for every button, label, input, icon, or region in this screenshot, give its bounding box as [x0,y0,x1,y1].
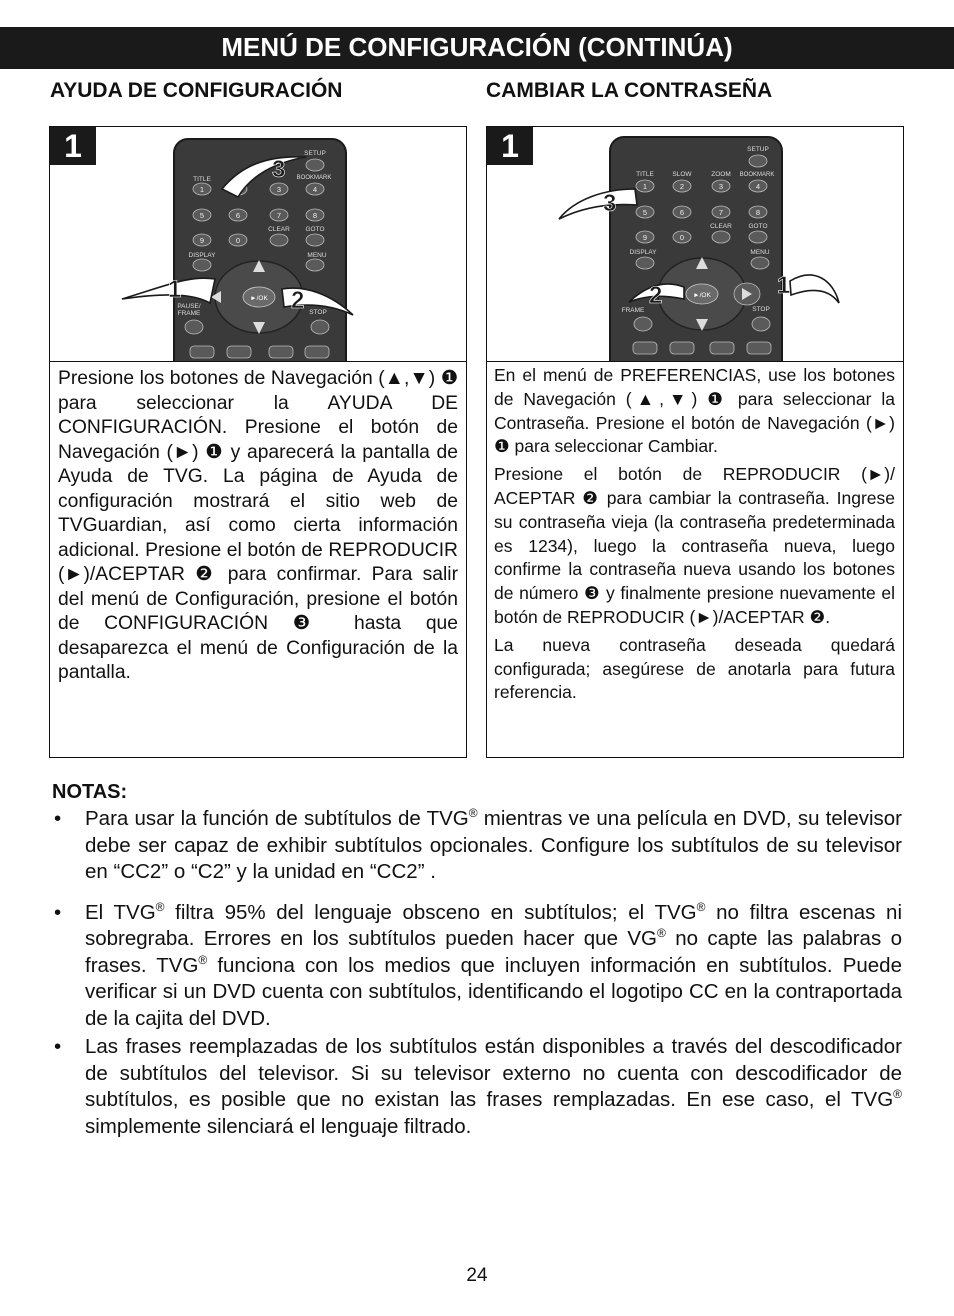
instruction-paragraph-1: En el menú de PREFERENCIAS, use los botones de Navegación (▲,▼) ❶ para seleccionar la Contraseña. Presione el botón de Navegación (►) ❶ para seleccionar Cambiar. [494,365,895,457]
digit-0-label: 0 [235,236,241,245]
digit-6-label: 6 [235,211,241,220]
registered-mark: ® [696,899,706,914]
goto-label: GOTO [305,226,325,233]
registered-mark: ® [893,1087,902,1102]
digit-2-label: 2 [679,182,685,191]
digit-8-label: 8 [755,208,761,217]
frame-label: FRAME [177,310,201,317]
registered-mark: ® [468,806,478,821]
digit-3-label: 3 [276,185,282,194]
change-password-panel [486,126,904,758]
goto-label: GOTO [748,223,768,230]
setup-help-panel [49,126,467,758]
note-text: Las frases reemplazadas de los subtítulos están disponibles a través del descodificador de subtítulos del televisor. Si su televisor externo no cuenta con descodificador de subtítulos, es posible que no existan las frases remplazadas. En ese caso, el TVG [85,1035,902,1111]
digit-1-label: 1 [199,185,205,194]
page-title: MENÚ DE CONFIGURACIÓN (CONTINÚA) [221,32,733,62]
remote-control-drawing [50,127,466,361]
stop-label: STOP [309,309,327,316]
callout-2: 2 [291,287,305,314]
note-item [52,806,902,886]
change-password-instructions [494,364,895,709]
bullet: • [54,1035,62,1058]
section-heading-change-password: CAMBIAR LA CONTRASEÑA [486,79,773,102]
bullet: • [54,900,62,924]
setup-label: SETUP [747,146,769,153]
note-text: mientras ve una película en DVD, su televisor debe ser capaz de exhibir subtítulos opcionales. Configure los subtítulos de su televisor en “CC2” o “C2” y la unidad en “CC2” . [85,807,902,883]
note-text: Para usar la función de subtítulos de TVG [85,807,469,830]
setup-help-instructions: Presione los botones de Navegación (▲,▼) ❶ para seleccionar la AYUDA DE CONFIGURACIÓN. Presione el botón de Navegación (►) ❶ y aparecerá la pantalla de Ayuda de TVG. La página de Ayuda de configuración mostrará el sitio web de TVGuardian, así como cierta información adicional. Presione el botón de REPRODUCIR (►)/ACEPTAR ❷ para confirmar. Para salir del menú de Configuración, presione el botón de CONFIGURACIÓN ❸ hasta que desaparezca el menú de Configuración de la pantalla. [58,368,458,683]
note-item [52,900,902,1033]
setup-button [306,159,324,171]
bullet: • [54,807,62,830]
frame-label: FRAME [621,307,645,314]
play-ok-label: ►/OK [250,295,268,302]
digit-1-label: 1 [642,182,648,191]
instruction-paragraph-3: La nueva contraseña deseada quedará configurada; asegúrese de anotarla para futura referencia. [494,634,895,703]
callout-3: 3 [272,156,286,183]
note-text: no capte las palabras o frases. TVG [85,927,902,977]
notes-list [52,806,902,1142]
callout-1: 1 [777,272,791,299]
setup-label: SETUP [304,150,326,157]
note-text: funciona con los medios que incluyen información en subtítulos. Puede verificar si un DVD cuenta con subtítulos, identificando el logotipo CC en la contraportada de la cajita del DVD. [85,953,902,1030]
display-label: DISPLAY [188,252,216,259]
note-text: filtra 95% del lenguaje obsceno en subtítulos; el TVG [164,900,697,924]
remote-illustration-2 [487,127,903,362]
note-text: no filtra escenas ni sobregraba. Errores en los subtítulos pueden hacer que VG [85,900,902,950]
digit-7-label: 7 [276,211,282,220]
pause-label: PAUSE/ [177,303,201,310]
registered-mark: ® [155,899,165,914]
digit-9-label: 9 [642,233,648,242]
registered-mark: ® [657,926,666,941]
page-number: 24 [466,1265,488,1286]
display-label: DISPLAY [629,249,657,256]
stop-label: STOP [752,306,770,313]
setup-button [749,155,767,167]
title-label: TITLE [193,176,211,183]
callout-arrow-1 [790,275,839,303]
digit-0-label: 0 [679,233,685,242]
callout-2: 2 [649,282,663,309]
remote-illustration [50,127,466,362]
digit-6-label: 6 [679,208,685,217]
digit-5-label: 5 [642,208,648,217]
title-label: TITLE [636,171,654,178]
play-ok-label: ►/OK [693,292,711,299]
zoom-label: ZOOM [711,171,731,178]
digit-3-label: 3 [718,182,724,191]
digit-4-label: 4 [312,185,318,194]
note-text: simplemente silenciará el lenguaje filtrado. [85,1114,472,1138]
digit-9-label: 9 [199,236,205,245]
page-title-banner [0,27,954,69]
remote-control-drawing-2 [487,127,903,361]
note-item [52,1034,902,1140]
callout-1: 1 [168,276,182,303]
clear-label: CLEAR [710,223,732,230]
section-heading-setup-help: AYUDA DE CONFIGURACIÓN [50,79,343,102]
notes-title: NOTAS: [52,781,128,803]
menu-label: MENU [750,249,770,256]
digit-4-label: 4 [755,182,761,191]
slow-label: SLOW [672,171,692,178]
bookmark-label: BOOKMARK [296,175,332,181]
digit-8-label: 8 [312,211,318,220]
step-number: 1 [50,127,96,165]
digit-7-label: 7 [718,208,724,217]
note-text: El TVG [85,900,156,924]
step-number: 1 [487,127,533,165]
registered-mark: ® [198,952,208,967]
bookmark-label: BOOKMARK [739,172,775,178]
clear-label: CLEAR [268,226,290,233]
instruction-paragraph-2: Presione el botón de REPRODUCIR (►)/ ACEPTAR ❷ para cambiar la contraseña. Ingrese su contraseña vieja (la contraseña predeterminada es 1234), luego la contraseña nueva, luego confirme la contraseña nueva usando los botones de número ❸ y finalmente presione nuevamente el botón de REPRODUCIR (►)/ACEPTAR ❷. [494,464,895,627]
menu-label: MENU [307,252,327,259]
callout-3: 3 [603,190,617,217]
digit-5-label: 5 [199,211,205,220]
